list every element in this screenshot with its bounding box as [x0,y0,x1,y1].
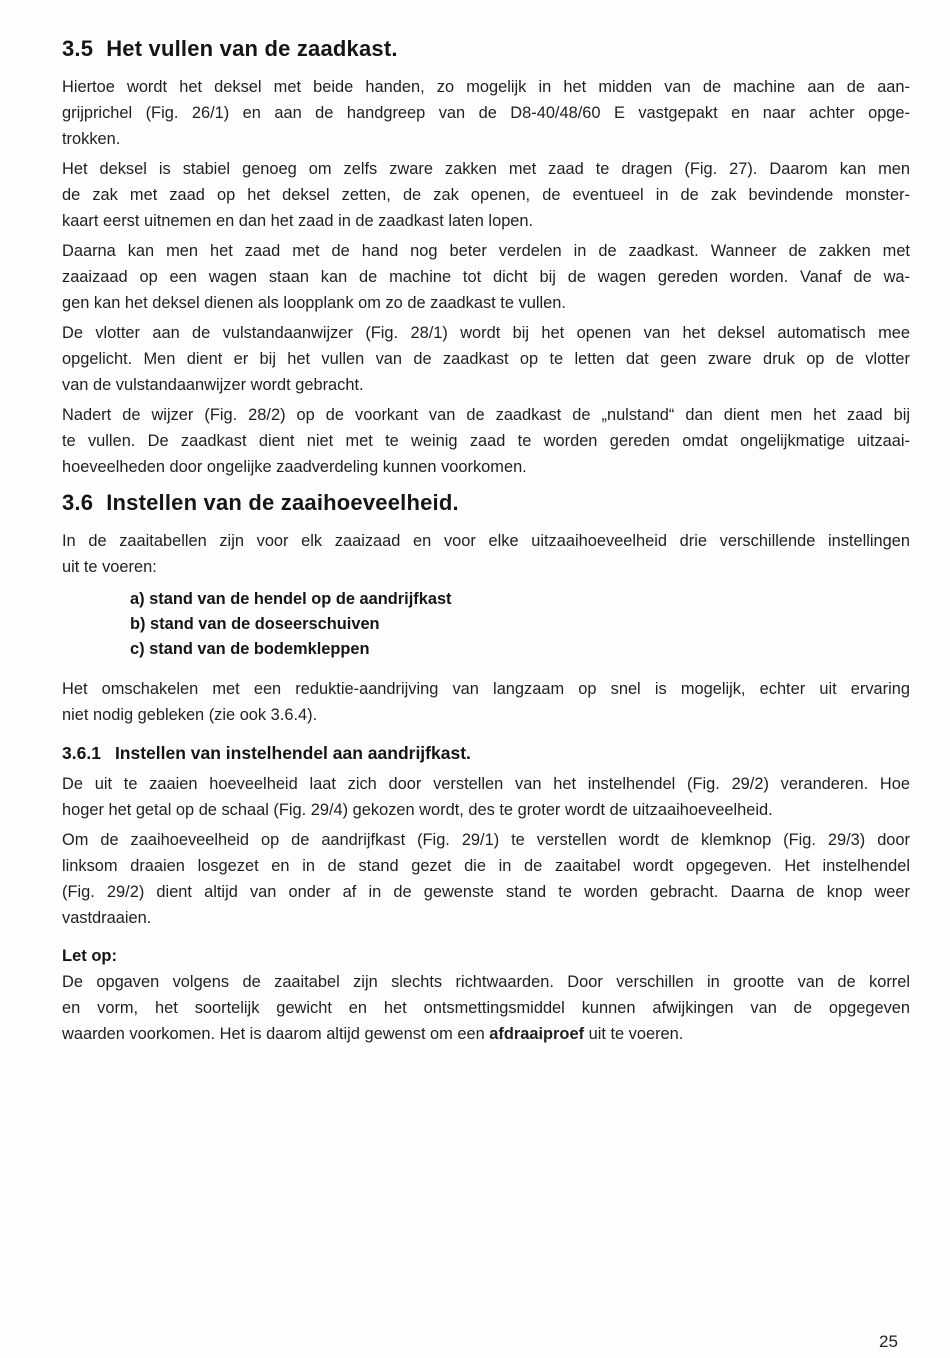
body-paragraph [62,771,910,823]
document-content [62,36,910,1051]
text-segment: b) stand van de doseerschuiven [130,615,380,633]
body-paragraph [62,320,910,398]
text-segment: De uit te zaaien hoeveelheid laat zich door verstellen van het instelhendel (Fig. 29/2) veranderen. Hoe [62,775,910,793]
text-line [62,290,910,316]
page-number: 25 [879,1332,898,1351]
body-paragraph [62,528,910,580]
text-line [62,995,910,1021]
body-paragraph [62,827,910,931]
text-segment: kaart eerst uitnemen en dan het zaad in de zaadkast laten lopen. [62,212,534,230]
text-line [62,969,910,995]
section-heading-3.5 [62,36,910,61]
body-paragraph [62,156,910,234]
body-paragraph [62,238,910,316]
text-segment: vastdraaien. [62,909,152,927]
section-title: Het vullen van de zaadkast. [106,36,398,61]
text-segment: hoger het getal op de schaal (Fig. 29/4) gekozen wordt, des te groter wordt de uitzaaihoeveelheid. [62,801,773,819]
text-segment: Om de zaaihoeveelheid op de aandrijfkast (Fig. 29/1) te verstellen wordt de klemknop (Fig. 29/3) door [62,831,910,849]
text-line [62,74,910,100]
text-segment: Daarna kan men het zaad met de hand nog beter verdelen in de zaadkast. Wanneer de zakken met [62,242,910,260]
text-line [62,100,910,126]
text-segment: en vorm, het soortelijk gewicht en het ontsmettingsmiddel kunnen afwijkingen van de opgegeven [62,999,910,1017]
emphasized-text: afdraaiproef [489,1025,585,1043]
text-segment: a) stand van de hendel op de aandrijfkast [130,590,452,608]
subsection-heading-3.6.1 [62,741,910,766]
text-line [62,827,910,853]
text-segment: opgelicht. Men dient er bij het vullen van de zaadkast op te letten dat geen zware druk op de vlotter [62,350,910,368]
text-line [62,182,910,208]
text-line [62,238,910,264]
text-line [62,402,910,428]
body-paragraph [62,402,910,480]
text-segment: gen kan het deksel dienen als loopplank om zo de zaadkast te vullen. [62,294,566,312]
text-segment: hoeveelheden door ongelijke zaadverdeling kunnen voorkomen. [62,458,527,476]
section-number: 3.6 [62,490,94,515]
text-line [62,554,910,580]
section-heading-3.6 [62,490,910,515]
setting-list [130,587,910,662]
text-line [62,454,910,480]
text-line [62,771,910,797]
text-segment: Het omschakelen met een reduktie-aandrijving van langzaam op snel is mogelijk, echter uit ervaring [62,680,910,698]
text-segment: De opgaven volgens de zaaitabel zijn slechts richtwaarden. Door verschillen in grootte van de korrel [62,973,910,991]
list-item [130,637,910,662]
body-paragraph [62,74,910,152]
text-segment: uit te voeren: [62,558,157,576]
text-segment: De vlotter aan de vulstandaanwijzer (Fig. 28/1) wordt bij het openen van het deksel automatisch mee [62,324,910,342]
text-line [62,853,910,879]
text-segment: c) stand van de bodemkleppen [130,640,370,658]
note-heading: Let op: [62,947,117,965]
section-number: 3.5 [62,36,94,61]
text-line [62,676,910,702]
text-line [62,1021,910,1047]
text-line [62,372,910,398]
text-segment: waarden voorkomen. Het is daarom altijd gewenst om een [62,1025,490,1043]
text-segment: van de vulstandaanwijzer wordt gebracht. [62,376,364,394]
text-segment: zaaizaad op een wagen staan kan de machine tot dicht bij de wagen gereden worden. Vanaf de wa- [62,268,910,286]
text-segment: grijprichel (Fig. 26/1) en aan de handgreep van de D8-40/48/60 E vastgepakt en naar achter opge- [62,104,910,122]
section-title: Instellen van instelhendel aan aandrijfkast. [114,743,471,763]
text-line [62,156,910,182]
text-segment: Hiertoe wordt het deksel met beide handen, zo mogelijk in het midden van de machine aan de aan- [62,78,910,96]
body-paragraph [62,676,910,728]
text-segment: linksom draaien losgezet en in de stand gezet die in de zaaitabel wordt opgegeven. Het instelhendel [62,857,910,875]
text-segment: trokken. [62,130,121,148]
body-paragraph [62,969,910,1047]
text-line [62,797,910,823]
text-segment: Het deksel is stabiel genoeg om zelfs zware zakken met zaad te dragen (Fig. 27). Daarom kan men [62,160,910,178]
text-segment: uit te voeren. [584,1025,684,1043]
text-line [62,320,910,346]
text-segment: de zak met zaad op het deksel zetten, de zak openen, de eventueel in de zak bevindende monster- [62,186,910,204]
text-line [62,702,910,728]
text-line [62,905,910,931]
text-segment: Nadert de wijzer (Fig. 28/2) op de voorkant van de zaadkast de „nulstand“ dan dient men het zaad bij [62,406,910,424]
text-line [62,264,910,290]
section-title: Instellen van de zaaihoeveelheid. [106,490,459,515]
section-number: 3.6.1 [62,743,101,763]
list-item [130,612,910,637]
text-segment: In de zaaitabellen zijn voor elk zaaizaad en voor elke uitzaaihoeveelheid drie verschillende instellingen [62,532,910,550]
text-line [62,428,910,454]
text-segment: te vullen. De zaadkast dient niet met te weinig zaad te worden gereden omdat ongelijkmatige uitzaai- [62,432,910,450]
text-line [62,346,910,372]
list-item [130,587,910,612]
text-line [62,126,910,152]
text-line [62,879,910,905]
text-segment: (Fig. 29/2) dient altijd van onder af in de gewenste stand te worden gebracht. Daarna de knop weer [62,883,910,901]
text-line [62,208,910,234]
text-line [62,528,910,554]
text-segment: niet nodig gebleken (zie ook 3.6.4). [62,706,318,724]
